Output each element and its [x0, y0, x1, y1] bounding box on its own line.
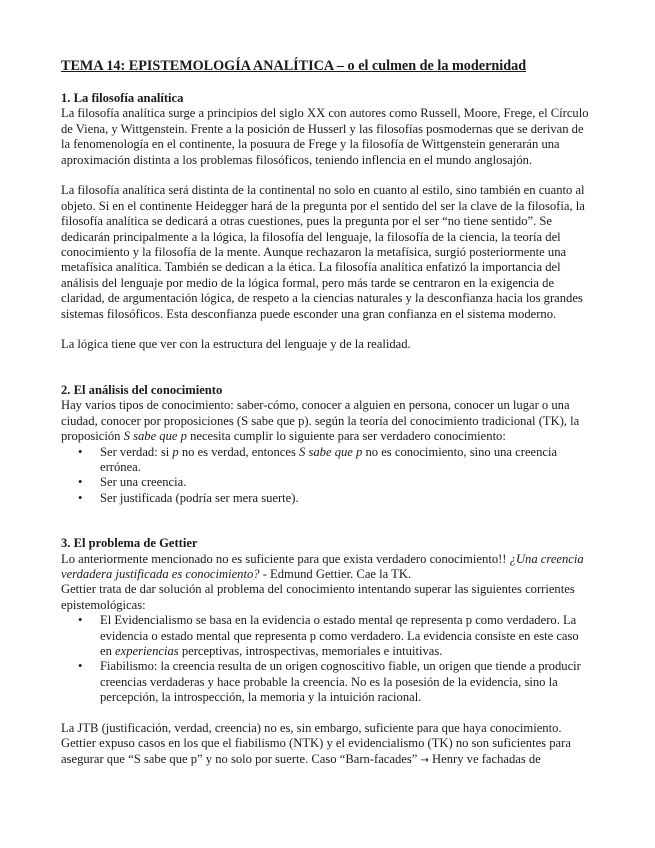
section-3-paragraph-1: Lo anteriormente mencionado no es suficiente para que exista verdadero conocimiento!! ¿Una creencia verdadera justificada es conocimiento? - Edmund Gettier. Cae la TK.: [61, 551, 584, 581]
section-3-paragraph-2: Gettier trata de dar solución al problema del conocimiento intentando superar las siguientes corrientes epistemológicas:: [61, 582, 575, 612]
conditions-list: [61, 445, 593, 507]
section-1-paragraph-1: La filosofía analítica surge a principios del siglo XX con autores como Russell, Moore, Frege, el Círculo de Viena, y Wittgenstein. Frente a la posición de Husserl y las filosofías posmodernas que se derivan de la fenomenología en el continente, la posuura de Frege y la filosofía de Wittgenstein generarán una aproximación distinta a los problemas filosóficos, teniendo inflencia en el mundo anglosajón.: [61, 106, 589, 167]
section-1-heading: 1. La filosofía analítica: [61, 91, 184, 105]
list-item: • Ser una creencia.: [78, 475, 187, 490]
section-1-paragraph-3: La lógica tiene que ver con la estructura del lenguaje y de la realidad.: [61, 337, 411, 352]
right-arrow-icon: →: [420, 754, 429, 766]
bullet-icon: •: [78, 659, 83, 674]
section-3-heading: 3. El problema de Gettier: [61, 536, 198, 551]
section-3-paragraph-4: Gettier expuso casos en los que el fiabilismo (NTK) y el evidencialismo (TK) no son suficientes para asegurar que “S sabe que p” y no solo por suerte. Caso “Barn-facades” → Henry ve fachadas de: [61, 736, 571, 766]
bullet-icon: •: [78, 613, 83, 628]
section-2-heading: 2. El análisis del conocimiento: [61, 382, 223, 397]
section-spacer: [61, 353, 593, 383]
list-item: • Ser verdad: si p no es verdad, entonces S sabe que p no es conocimiento, sino una creencia errónea.: [78, 444, 558, 474]
section-1-paragraph-2: La filosofía analítica será distinta de la continental no solo en cuanto al estilo, sino también en cuanto al objeto. Si en el continente Heidegger hará de la pregunta por el sentido del ser la clave de la filosofía, la filosofía analítica se dedicará a otras cuestiones, pues la pregunta por el ser “no tiene sentido”. Se dedicarán principalmente a la lógica, la filosofía del lenguaje, la filosofía de la ciencia, la teoría del conocimiento y la filosofía de la mente. Aunque rechazaron la metafísica, surgió posteriormente una metafísica analítica. También se dedican a la ética. La filosofía analítica enfatizó la importancia del análisis del lenguaje por medio de la lógica formal, pero más tarde se centraron en la exigencia de claridad, de argumentación lógica, de respeto a la ciencias naturales y la desconfianza hacia los grandes sistemas filosóficos. Esta desconfianza puede esconder una gran confianza en el sistema moderno.: [61, 183, 585, 321]
bullet-icon: •: [78, 475, 83, 490]
bullet-icon: •: [78, 444, 83, 459]
paragraph-spacer: [61, 322, 593, 337]
section-2-intro: Hay varios tipos de conocimiento: saber-cómo, conocer a alguien en persona, conocer un lugar o una ciudad, conocer por proposiciones (S sabe que p). según la teoría del conocimiento tradicional (TK), la proposición S sabe que p necesita cumplir lo siguiente para ser verdadero conocimiento:: [61, 398, 580, 444]
list-item: • Fiabilismo: la creencia resulta de un origen cognoscitivo fiable, un origen que tiende a producir creencias verdaderas y hace probable la creencia. No es la posesión de la evidencia, sino la percepción, la introspección, la memoria y la intuición racional.: [78, 659, 581, 705]
list-item: • Ser justificada (podría ser mera suerte).: [78, 490, 299, 505]
list-item: • El Evidencialismo se basa en la evidencia o estado mental qe representa p como verdadero. La evidencia o estado mental que representa p como verdadero. La evidencia consiste en este caso en experiencias perceptivas, introspectivas, memoriales e intuitivas.: [78, 613, 579, 658]
section-3-paragraph-3: La JTB (justificación, verdad, creencia) no es, sin embargo, suficiente para que haya conocimiento.: [61, 720, 562, 735]
bullet-icon: •: [78, 490, 83, 505]
paragraph-spacer: [61, 706, 593, 721]
document-title: TEMA 14: EPISTEMOLOGÍA ANALÍTICA – o el culmen de la modernidad: [61, 58, 527, 74]
epistemology-list: [61, 613, 593, 705]
paragraph-spacer: [61, 168, 593, 183]
section-spacer: [61, 506, 593, 536]
